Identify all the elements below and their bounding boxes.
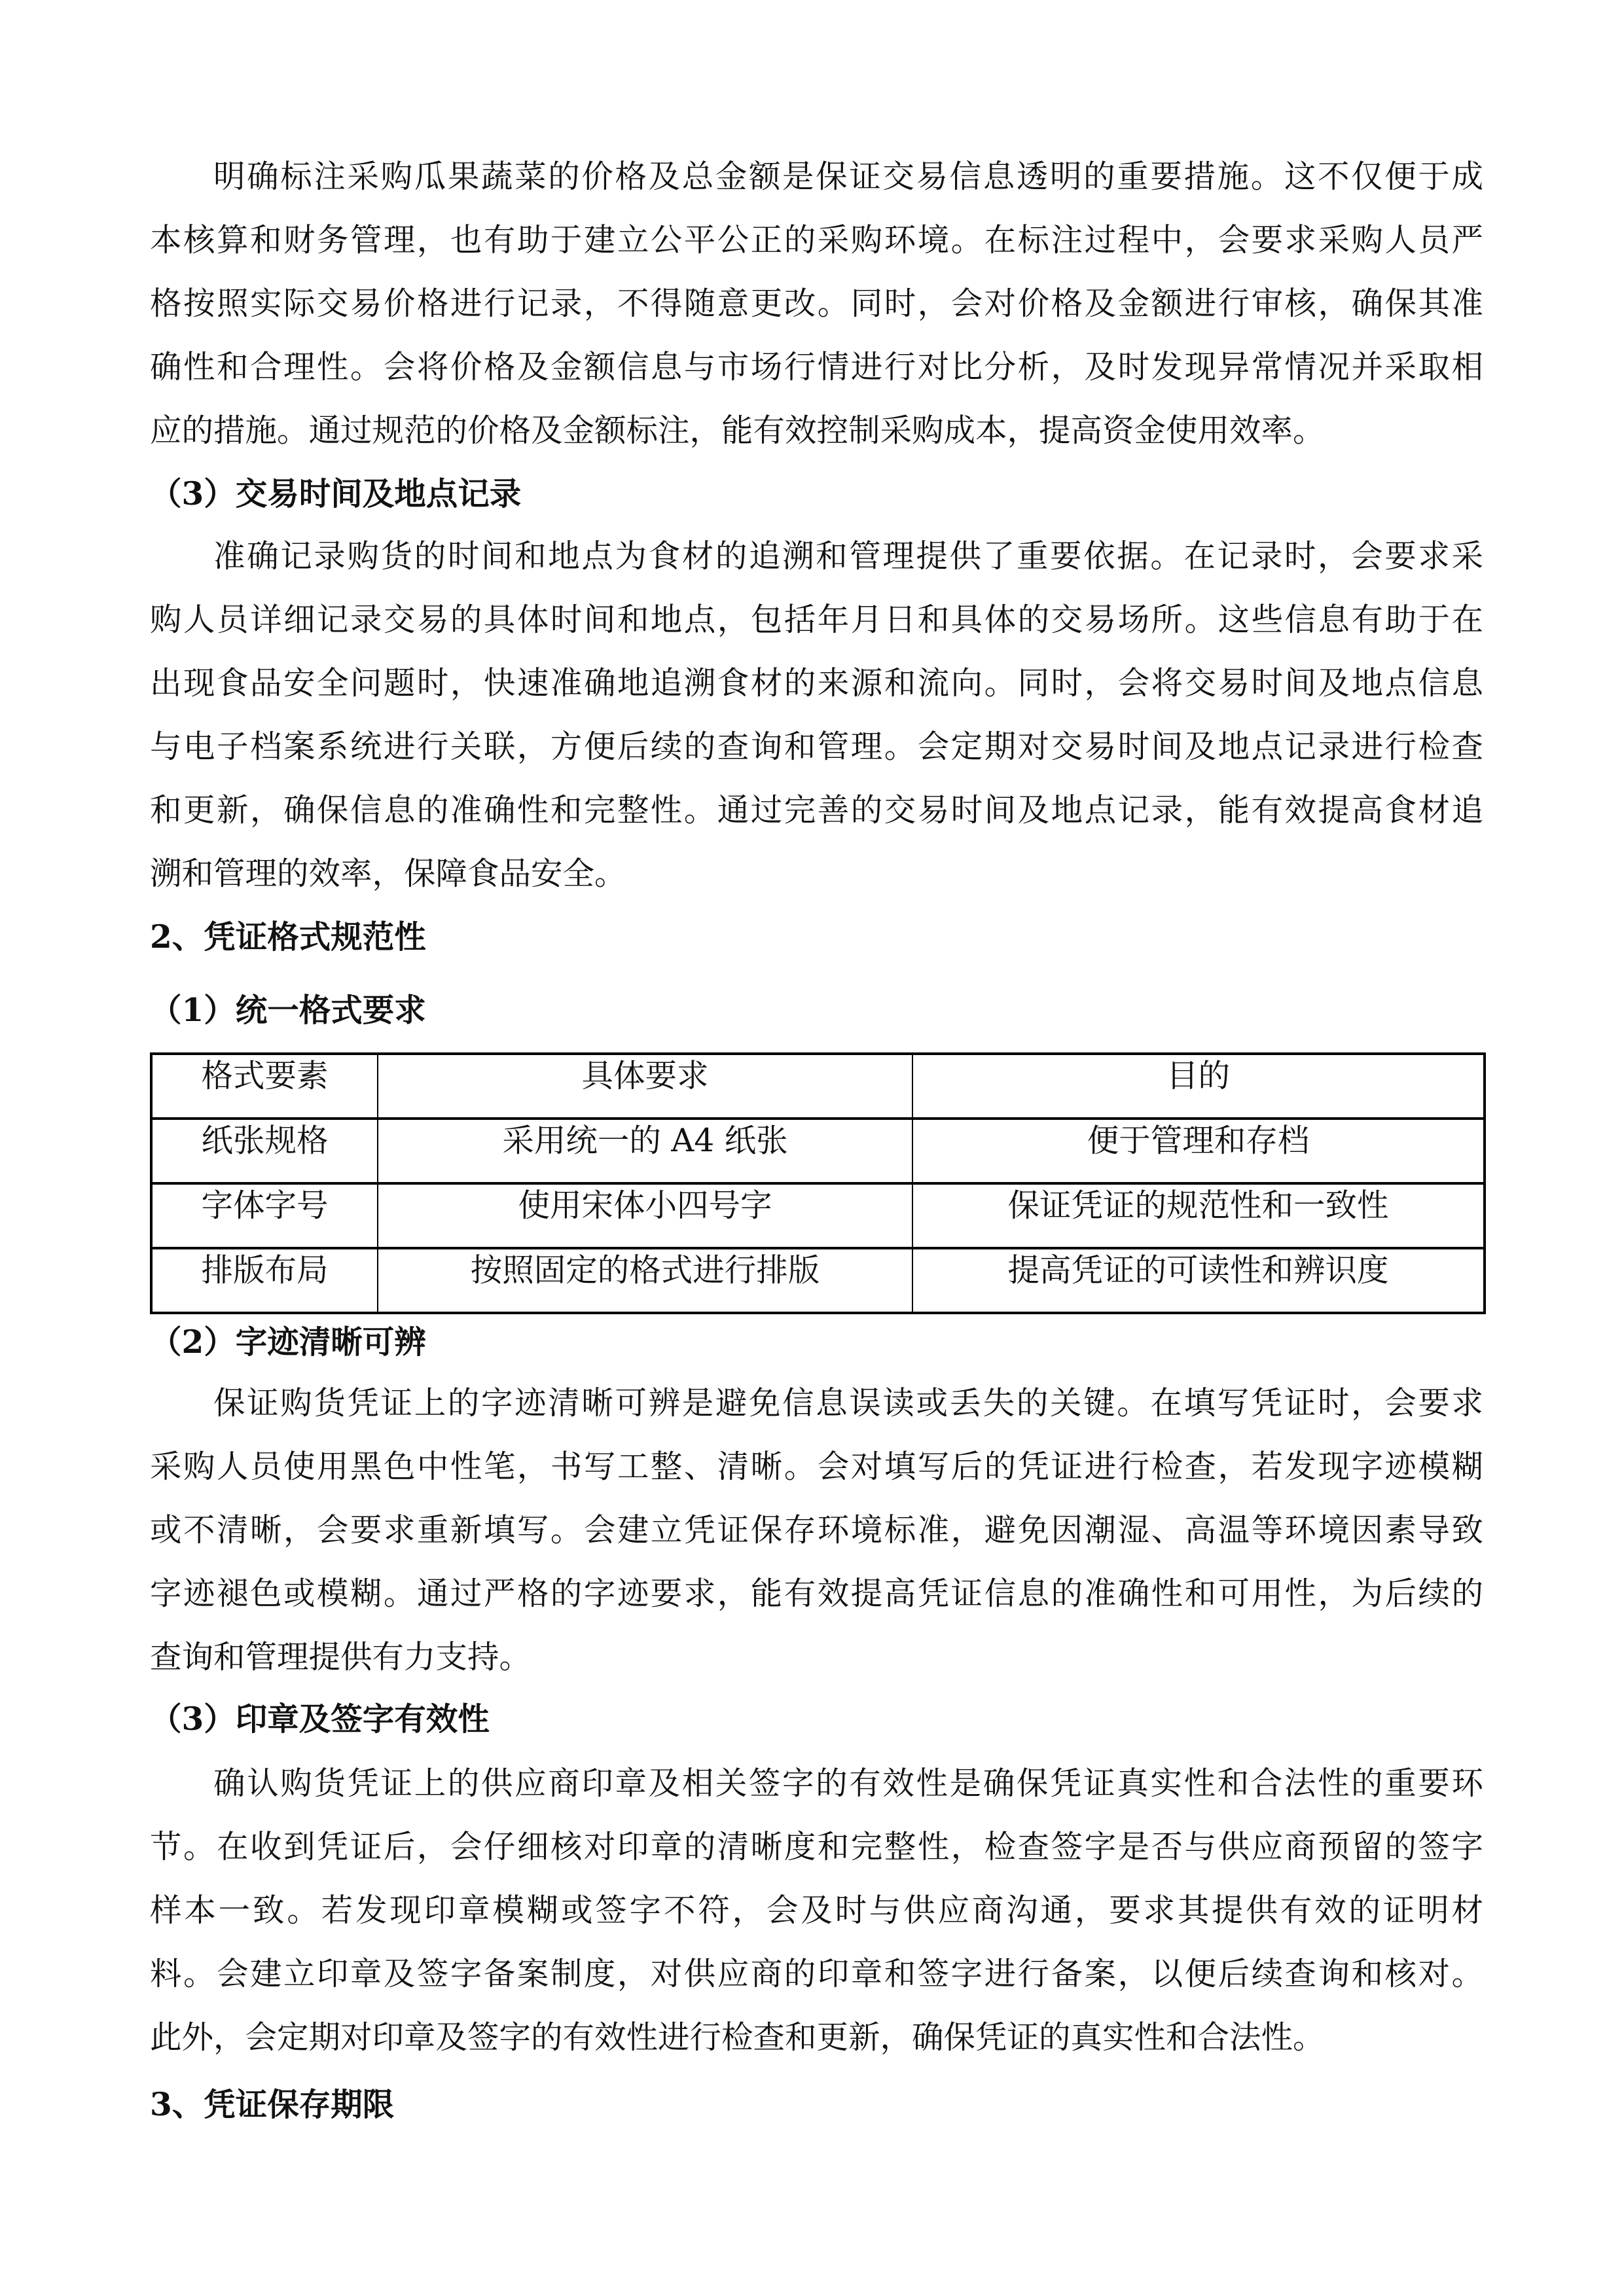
section-heading: 3、凭证保存期限 bbox=[150, 2086, 395, 2123]
section-heading: （1）统一格式要求 bbox=[150, 992, 426, 1029]
paragraph-line: 节。在收到凭证后，会仔细核对印章的清晰度和完整性，检查签字是否与供应商预留的签字 bbox=[150, 1829, 1483, 1865]
paragraph-line: 此外，会定期对印章及签字的有效性进行检查和更新，确保凭证的真实性和合法性。 bbox=[150, 2019, 1325, 2056]
table-cell: 排版布局 bbox=[151, 1248, 378, 1313]
paragraph bbox=[150, 1752, 1483, 2070]
paragraph-line: 准确记录购货的时间和地点为食材的追溯和管理提供了重要依据。在记录时，会要求采 bbox=[213, 538, 1483, 575]
paragraph-line: 查询和管理提供有力支持。 bbox=[150, 1639, 532, 1676]
section-heading: 2、凭证格式规范性 bbox=[150, 918, 426, 956]
table-cell: 使用宋体小四号字 bbox=[378, 1183, 912, 1248]
table-cell: 按照固定的格式进行排版 bbox=[378, 1248, 912, 1313]
table-header-cell: 具体要求 bbox=[378, 1054, 912, 1119]
paragraph-line: 和更新，确保信息的准确性和完整性。通过完善的交易时间及地点记录，能有效提高食材追 bbox=[150, 792, 1483, 829]
table-row bbox=[151, 1248, 1485, 1313]
section-heading: （3）印章及签字有效性 bbox=[150, 1700, 490, 1738]
paragraph-line: 确性和合理性。会将价格及金额信息与市场行情进行对比分析，及时发现异常情况并采取相 bbox=[150, 349, 1483, 386]
paragraph-line: 样本一致。若发现印章模糊或签字不符，会及时与供应商沟通，要求其提供有效的证明材 bbox=[150, 1892, 1483, 1929]
paragraph bbox=[150, 1372, 1483, 1689]
table-cell: 便于管理和存档 bbox=[912, 1119, 1485, 1183]
table-header-cell: 目的 bbox=[912, 1054, 1485, 1119]
format-requirements-table bbox=[150, 1052, 1486, 1314]
section-heading: （2）字迹清晰可辨 bbox=[150, 1323, 426, 1361]
table-row bbox=[151, 1183, 1485, 1248]
table-row bbox=[151, 1119, 1485, 1183]
paragraph-line: 字迹褪色或模糊。通过严格的字迹要求，能有效提高凭证信息的准确性和可用性，为后续的 bbox=[150, 1575, 1483, 1612]
table-cell: 采用统一的 A4 纸张 bbox=[378, 1119, 912, 1183]
table-cell: 纸张规格 bbox=[151, 1119, 378, 1183]
table-header-row bbox=[151, 1054, 1485, 1119]
paragraph-line: 出现食品安全问题时，快速准确地追溯食材的来源和流向。同时，会将交易时间及地点信息 bbox=[150, 665, 1483, 702]
paragraph-line: 明确标注采购瓜果蔬菜的价格及总金额是保证交易信息透明的重要措施。这不仅便于成 bbox=[213, 158, 1483, 195]
paragraph-line: 确认购货凭证上的供应商印章及相关签字的有效性是确保凭证真实性和合法性的重要环 bbox=[213, 1765, 1483, 1802]
table-cell: 保证凭证的规范性和一致性 bbox=[912, 1183, 1485, 1248]
paragraph bbox=[150, 145, 1483, 463]
paragraph-line: 本核算和财务管理，也有助于建立公平公正的采购环境。在标注过程中，会要求采购人员严 bbox=[150, 222, 1483, 259]
section-heading: （3）交易时间及地点记录 bbox=[150, 475, 522, 512]
paragraph-line: 料。会建立印章及签字备案制度，对供应商的印章和签字进行备案，以便后续查询和核对。 bbox=[150, 1956, 1483, 1992]
paragraph bbox=[150, 525, 1483, 906]
paragraph-line: 与电子档案系统进行关联，方便后续的查询和管理。会定期对交易时间及地点记录进行检查 bbox=[150, 728, 1483, 765]
paragraph-line: 采购人员使用黑色中性笔，书写工整、清晰。会对填写后的凭证进行检查，若发现字迹模糊 bbox=[150, 1448, 1483, 1485]
paragraph-line: 格按照实际交易价格进行记录，不得随意更改。同时，会对价格及金额进行审核，确保其准 bbox=[150, 285, 1483, 322]
paragraph-line: 保证购货凭证上的字迹清晰可辨是避免信息误读或丢失的关键。在填写凭证时，会要求 bbox=[213, 1385, 1483, 1422]
paragraph-line: 应的措施。通过规范的价格及金额标注，能有效控制采购成本，提高资金使用效率。 bbox=[150, 412, 1325, 449]
table-cell: 提高凭证的可读性和辨识度 bbox=[912, 1248, 1485, 1313]
paragraph-line: 溯和管理的效率，保障食品安全。 bbox=[150, 855, 626, 892]
paragraph-line: 或不清晰，会要求重新填写。会建立凭证保存环境标准，避免因潮湿、高温等环境因素导致 bbox=[150, 1512, 1483, 1549]
table-cell: 字体字号 bbox=[151, 1183, 378, 1248]
table-header-cell: 格式要素 bbox=[151, 1054, 378, 1119]
paragraph-line: 购人员详细记录交易的具体时间和地点，包括年月日和具体的交易场所。这些信息有助于在 bbox=[150, 601, 1483, 638]
